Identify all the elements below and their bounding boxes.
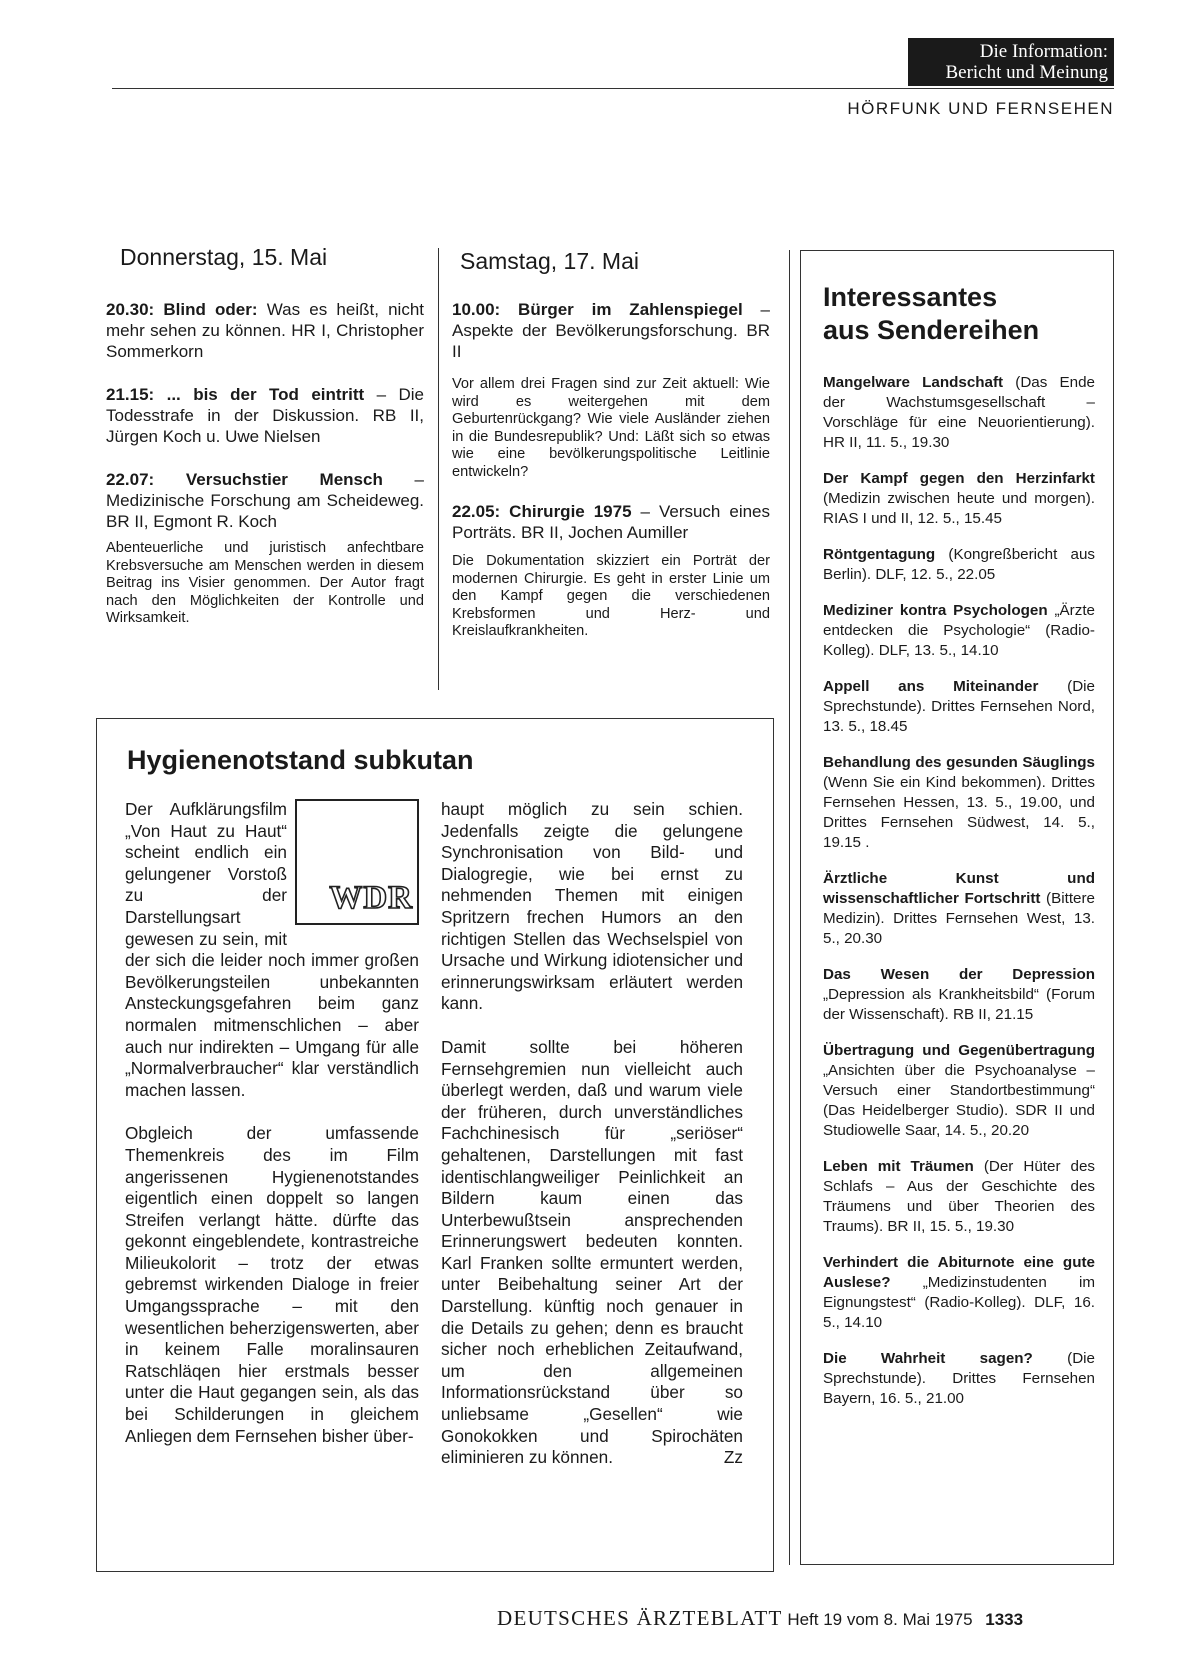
article-paragraph: haupt möglich zu sein schien. Jedenfalls zeigte die gelungene Synchronisation von Bild- und Dialogregie, wie bei ernst zu nehmenden Themen mit einigen Spritzern frechen Humors an den richtigen Stellen das Wechselspiel von Ursache und Wirkung idiotensicher und erinnerungswirksam erläutert werden kann. <box>441 799 743 1014</box>
sidebar-title <box>823 281 1095 347</box>
section-heading: HÖRFUNK UND FERNSEHEN <box>847 99 1114 118</box>
program-description: Abenteuerliche und juristisch anfechtbare Krebsversuche am Menschen werden in diesem Beitrag ins Visier genommen. Der Autor fragt nach den Möglichkeiten der Kontrolle und Wirksamkeit. <box>106 540 424 626</box>
item-text: (Der Hüter des Schlafs – Aus der Geschichte des Träumens und über Theorien des Traums). BR II, 15. 5., 19.30 <box>823 1158 1095 1235</box>
section-badge <box>908 38 1114 86</box>
issue-info: Heft 19 vom 8. Mai 1975 <box>787 1610 973 1629</box>
program-text: Was es heißt, nicht mehr sehen zu können. HR I, Christopher Sommerkorn <box>106 300 425 361</box>
article-paragraph: Der Aufklärungsfilm „Von Haut zu Haut“ scheint endlich ein gelungener Vorstoß zu der Darstellungsart gewesen zu sein, mit der sich die leider noch immer großen Bevölkerungsteilen unbekannten Ansteckungsgefahren beim ganz normalen mitmenschlichen – aber auch nur indirekten – Umgang für alle „Normalverbraucher“ klar verständlich machen lassen. <box>125 799 419 1100</box>
program-text: – Aspekte der Bevölkerungsforschung. BR II <box>452 300 770 361</box>
page-footer <box>497 1606 1023 1631</box>
program-entry <box>452 299 770 362</box>
program-entry <box>106 384 424 447</box>
program-entry <box>106 469 424 532</box>
list-item <box>823 965 1095 1025</box>
list-item <box>823 869 1095 949</box>
program-title: 10.00: Bürger im Zahlenspiegel <box>452 300 743 319</box>
program-description: Die Dokumentation skizziert ein Porträt der modernen Chirurgie. Es geht in erster Linie um den Kampf gegen die verschiedenen Krebsformen und Herz- und Kreislaufkrankheiten. <box>452 553 770 639</box>
list-item <box>823 1253 1095 1333</box>
column-divider <box>438 248 439 690</box>
program-title: 22.07: Versuchstier Mensch <box>106 470 383 489</box>
list-item <box>823 1157 1095 1237</box>
item-title: Ärztliche Kunst und wissenschaftlicher Fortschritt <box>823 870 1095 907</box>
article-paragraph-text: Damit sollte bei höheren Fernsehgremien nun vielleicht auch überlegt werden, daß und warum viele der früheren, durch unverständliches Fachchinesisch für „seriöser“ gehaltenen, Darstellungen mit fast identischlangweiliger Peinlichkeit an Bildern kaum einen das Unterbewußtsein ansprechenden Erinnerungswert bedeuten konnten. Karl Franken sollte ermuntert werden, unter Beibehaltung seiner Art der Darstellung. künftig noch genauer in die Details zu gehen; denn es braucht sicher noch erheblichen Zeitaufwand, um den allgemeinen Informationsrückstand über so unliebsame „Gesellen“ wie Gonokokken und Spirochäten eliminieren zu können. <box>441 1036 743 1468</box>
item-title: Leben mit Träumen <box>823 1158 974 1175</box>
sidebar-title-line-2: aus Sendereihen <box>823 315 1040 345</box>
item-title: Das Wesen der Depression <box>823 966 1095 983</box>
sidebar-box <box>800 250 1114 1565</box>
program-title: 20.30: Blind oder: <box>106 300 258 319</box>
item-title: Mediziner kontra Psychologen <box>823 602 1048 619</box>
item-title: Der Kampf gegen den Herzinfarkt <box>823 470 1095 487</box>
program-entry <box>106 299 424 362</box>
day-heading-saturday: Samstag, 17. Mai <box>460 248 639 274</box>
item-text: (Bittere Medizin). Drittes Fernsehen West, 13. 5., 20.30 <box>823 890 1095 947</box>
item-text: „Depression als Krankheitsbild“ (Forum der Wissenschaft). RB II, 21.15 <box>823 986 1095 1023</box>
program-description: Vor allem drei Fragen sind zur Zeit aktuell: Wie wird es weitergehen mit dem Geburtenrückgang? Wie viele Ausländer ziehen in die Bundesrepublik? Und: Läßt sich so etwas wie eine bevölkerungspolitische Leitlinie entwickeln? <box>452 376 770 480</box>
item-title: Übertragung und Gegenübertragung <box>823 1042 1095 1059</box>
badge-line-1: Die Information: <box>979 41 1108 62</box>
item-text: „Ärzte entdecken die Psychologie“ (Radio-Kolleg). DLF, 13. 5., 14.10 <box>823 602 1095 659</box>
article-signature: Zz <box>723 1447 743 1468</box>
item-title: Behandlung des gesunden Säuglings <box>823 754 1095 771</box>
article-box <box>96 718 774 1572</box>
header-rule <box>112 88 1114 89</box>
item-text: (Kongreßbericht aus Berlin). DLF, 12. 5., 22.05 <box>823 546 1095 583</box>
program-entry <box>452 501 770 543</box>
sidebar-list <box>823 373 1095 1409</box>
article-column-right <box>441 799 743 1469</box>
item-text: (Wenn Sie ein Kind bekommen). Drittes Fernsehen Hessen, 13. 5., 19.00, und Drittes Fernsehen Südwest, 14. 5., 19.15 . <box>823 774 1095 851</box>
badge-line-2: Bericht und Meinung <box>945 62 1108 83</box>
list-item <box>823 545 1095 585</box>
program-text: – Die Todesstrafe in der Diskussion. RB II, Jürgen Koch u. Uwe Nielsen <box>106 385 425 446</box>
article-paragraph: Obgleich der umfassende Themenkreis des im Film angerissenen Hygienenotstandes eigentlich einen doppelt so langen Streifen verlangt hätte. dürfte das gekonnt eingeblendete, kontrastreiche Milieukolorit – trotz der etwas gebremst wirkenden Dialoge in freier Umgangssprache – mit den wesentlichen beherzigenswerten, aber in keinem Falle moralinsauren Ratschläqen hier erstmals besser unter die Haut gegangen sein, als das bei Schilderungen in gleichem Anliegen dem Fernsehen bisher über- <box>125 1123 419 1446</box>
sidebar-title-line-1: Interessantes <box>823 282 998 312</box>
item-text: „Medizinstudenten im Eignungstest“ (Radio-Kolleg). DLF, 16. 5., 14.10 <box>823 1274 1095 1331</box>
sidebar-divider <box>789 250 790 1565</box>
item-text: (Das Ende der Wachstumsgesellschaft – Vorschläge für eine Neuorientierung). HR II, 11. 5., 19.30 <box>823 374 1095 451</box>
list-item <box>823 601 1095 661</box>
program-title: 21.15: ... bis der Tod eintritt <box>106 385 365 404</box>
article-paragraph <box>441 1037 743 1469</box>
thursday-column <box>106 244 424 628</box>
magazine-name: DEUTSCHES ÄRZTEBLATT <box>497 1606 783 1630</box>
item-title: Appell ans Miteinander <box>823 678 1039 695</box>
item-text: (Medizin zwischen heute und morgen). RIAS I und II, 12. 5., 15.45 <box>823 490 1095 527</box>
program-text: – Versuch eines Porträts. BR II, Jochen Aumiller <box>452 502 771 542</box>
list-item <box>823 373 1095 453</box>
list-item <box>823 753 1095 853</box>
program-title: 22.05: Chirurgie 1975 <box>452 502 632 521</box>
program-text: – Medizinische Forschung am Scheideweg. BR II, Egmont R. Koch <box>106 470 424 531</box>
list-item <box>823 1349 1095 1409</box>
list-item <box>823 469 1095 529</box>
page-number: 1333 <box>985 1610 1024 1629</box>
saturday-column <box>452 248 770 641</box>
list-item <box>823 677 1095 737</box>
item-title: Die Wahrheit sagen? <box>823 1350 1033 1367</box>
wdr-logo-box <box>295 799 419 925</box>
item-title: Röntgentagung <box>823 546 936 563</box>
item-text: (Die Sprechstunde). Drittes Fernsehen Nord, 13. 5., 18.45 <box>823 678 1095 735</box>
item-text: (Die Sprechstunde). Drittes Fernsehen Bayern, 16. 5., 21.00 <box>823 1350 1095 1407</box>
item-title: Mangelware Landschaft <box>823 374 1004 391</box>
item-text: „Ansichten über die Psychoanalyse – Versuch einer Standortbestimmung“ (Das Heidelberger Studio). SDR II und Studiowelle Saar, 14. 5., 20.20 <box>823 1062 1095 1139</box>
article-title: Hygienenotstand subkutan <box>127 745 474 775</box>
item-title: Verhindert die Abiturnote eine gute Auslese? <box>823 1254 1095 1291</box>
article-column-left <box>125 799 419 1447</box>
wdr-logo: WDR <box>329 880 413 916</box>
day-heading-thursday: Donnerstag, 15. Mai <box>120 244 328 270</box>
list-item <box>823 1041 1095 1141</box>
